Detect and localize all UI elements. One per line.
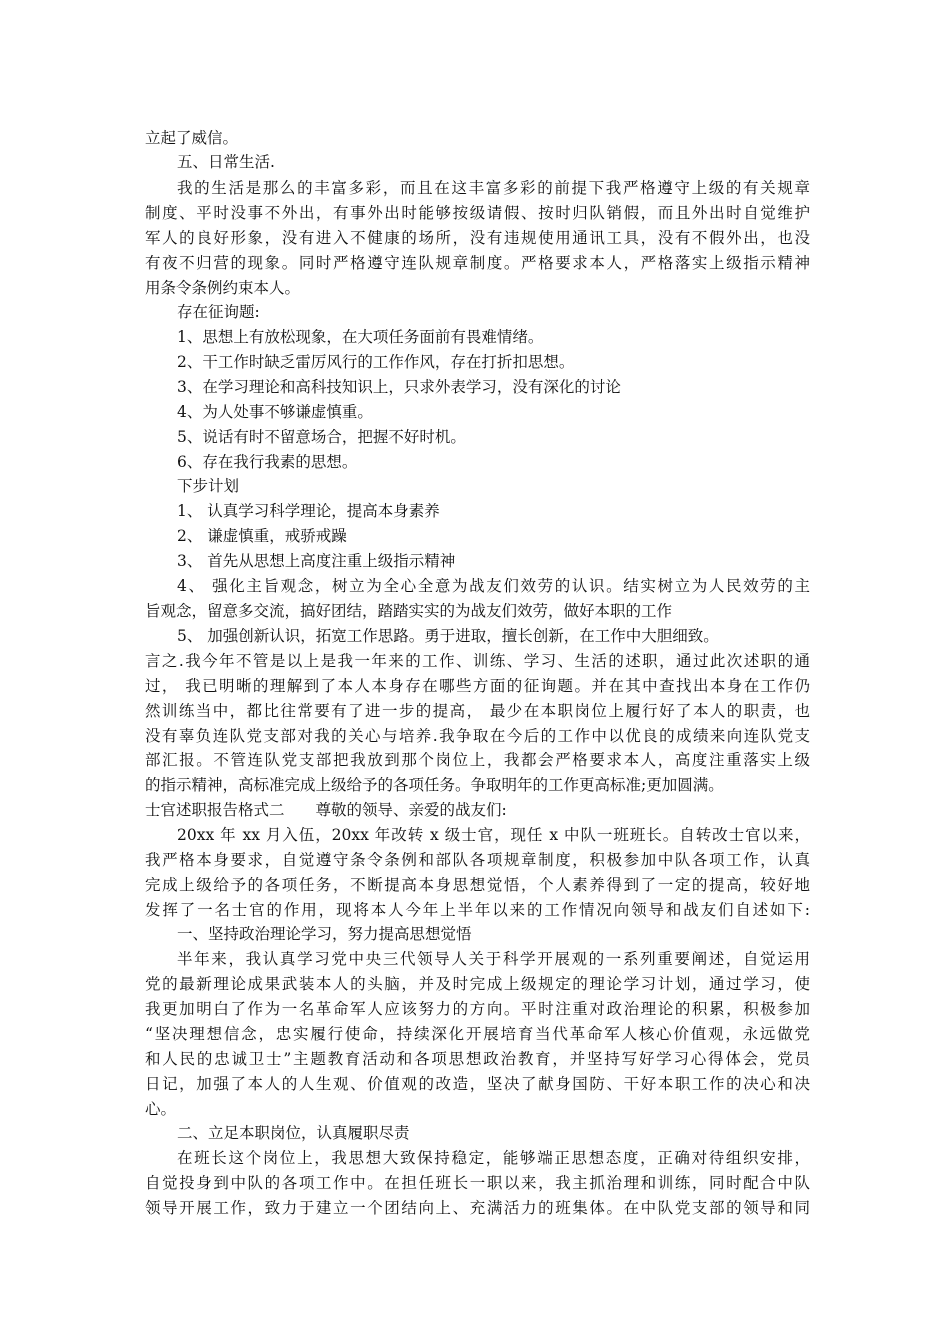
list-item: 1、 认真学习科学理论，提高本身素养 bbox=[177, 502, 440, 520]
text-line: 部汇报。不管连队党支部把我放到那个岗位上，我都会严格要求本人，高度注重落实上级 bbox=[145, 751, 810, 769]
section-heading: 士官述职报告格式二 尊敬的领导、亲爱的战友们: bbox=[145, 801, 507, 819]
text-line: 和人民的忠诚卫士”主题教育活动和各项思想政治教育，并坚持写好学习心得体会，党员 bbox=[145, 1050, 810, 1068]
list-item: 4、为人处事不够谦虚慎重。 bbox=[177, 403, 373, 421]
text-line: 的指示精神，高标准完成上级给予的各项任务。争取明年的工作更高标准;更加圆满。 bbox=[145, 776, 724, 794]
text-line: 心。 bbox=[145, 1100, 177, 1118]
section-heading: 一、坚持政治理论学习，努力提高思想觉悟 bbox=[177, 925, 472, 943]
text-line: 发挥了一名士官的作用，现将本人今年上半年以来的工作情况向领导和战友们自述如下: bbox=[145, 901, 810, 919]
text-line: 半年来，我认真学习党中央三代领导人关于科学开展观的一系列重要阐述，自觉运用 bbox=[177, 950, 810, 968]
text-line: 没有辜负连队党支部对我的关心与培养.我争取在今后的工作中以优良的成绩来向连队党支 bbox=[145, 727, 810, 745]
text-line: 日记，加强了本人的人生观、价值观的改造，坚决了献身国防、干好本职工作的决心和决 bbox=[145, 1075, 810, 1093]
text-line: “坚决理想信念，忠实履行使命，持续深化开展培育当代革命军人核心价值观，永远做党 bbox=[145, 1025, 810, 1043]
text-line: 我的生活是那么的丰富多彩，而且在这丰富多彩的前提下我严格遵守上级的有关规章 bbox=[177, 179, 810, 197]
text-line: 20xx 年 xx 月入伍，20xx 年改转 x 级士官，现任 x 中队一班班长。自转改士官以来， bbox=[177, 826, 810, 844]
list-item: 3、在学习理论和高科技知识上，只求外表学习，没有深化的讨论 bbox=[177, 378, 621, 396]
section-heading: 二、立足本职岗位，认真履职尽责 bbox=[177, 1124, 410, 1142]
list-item: 3、 首先从思想上高度注重上级指示精神 bbox=[177, 552, 456, 570]
list-item: 2、 谦虚慎重，戒骄戒躁 bbox=[177, 527, 347, 545]
list-item: 1、思想上有放松现象，在大项任务面前有畏难情绪。 bbox=[177, 328, 544, 346]
text-line: 领导开展工作，致力于建立一个团结向上、充满活力的班集体。在中队党支部的领导和同 bbox=[145, 1199, 810, 1217]
list-item: 4、 强化主旨观念，树立为全心全意为战友们效劳的认识。结实树立为人民效劳的主 bbox=[177, 577, 810, 595]
text-line: 自觉投身到中队的各项工作中。在担任班长一职以来，我主抓治理和训练，同时配合中队 bbox=[145, 1174, 810, 1192]
text-line: 制度、平时没事不外出，有事外出时能够按级请假、按时归队销假，而且外出时自觉维护 bbox=[145, 204, 810, 222]
text-line: 完成上级给予的各项任务，不断提高本身思想觉悟，个人素养得到了一定的提高，较好地 bbox=[145, 876, 810, 894]
text-line: 我更加明白了作为一名革命军人应该努力的方向。平时注重对政治理论的积累，积极参加 bbox=[145, 1000, 810, 1018]
list-item: 5、说话有时不留意场合，把握不好时机。 bbox=[177, 428, 466, 446]
text-line: 旨观念，留意多交流，搞好团结，踏踏实实的为战友们效劳，做好本职的工作 bbox=[145, 602, 673, 620]
section-heading: 五、日常生活. bbox=[177, 153, 275, 171]
text-line: 然训练当中，都比往常要有了进一步的提高， 最少在本职岗位上履行好了本人的职责，也 bbox=[145, 702, 810, 720]
text-line: 我严格本身要求，自觉遵守条令条例和部队各项规章制度，积极参加中队各项工作，认真 bbox=[145, 851, 810, 869]
text-line: 有夜不归营的现象。同时严格遵守连队规章制度。严格要求本人，严格落实上级指示精神 bbox=[145, 254, 810, 272]
text-line: 用条令条例约束本人。 bbox=[145, 279, 301, 297]
list-item: 6、存在我行我素的思想。 bbox=[177, 453, 358, 471]
text-line: 党的最新理论成果武装本人的头脑，并及时完成上级规定的理论学习计划，通过学习，使 bbox=[145, 975, 810, 993]
text-line: 在班长这个岗位上，我思想大致保持稳定，能够端正思想态度，正确对待组织安排， bbox=[177, 1149, 810, 1167]
text-line: 过， 我已明晰的理解到了本人本身存在哪些方面的征询题。并在其中查找出本身在工作仍 bbox=[145, 677, 810, 695]
text-line: 言之.我今年不管是以上是我一年来的工作、训练、学习、生活的述职，通过此次述职的通 bbox=[145, 652, 810, 670]
text-line: 军人的良好形象，没有进入不健康的场所，没有违规使用通讯工具，没有不假外出，也没 bbox=[145, 229, 810, 247]
text-line: 立起了威信。 bbox=[145, 129, 239, 147]
list-item: 5、 加强创新认识，拓宽工作思路。勇于进取，擅长创新，在工作中大胆细致。 bbox=[177, 627, 719, 645]
section-heading: 存在征询题: bbox=[177, 303, 260, 321]
section-heading: 下步计划 bbox=[177, 477, 240, 495]
list-item: 2、干工作时缺乏雷厉风行的工作作风，存在打折扣思想。 bbox=[177, 353, 575, 371]
